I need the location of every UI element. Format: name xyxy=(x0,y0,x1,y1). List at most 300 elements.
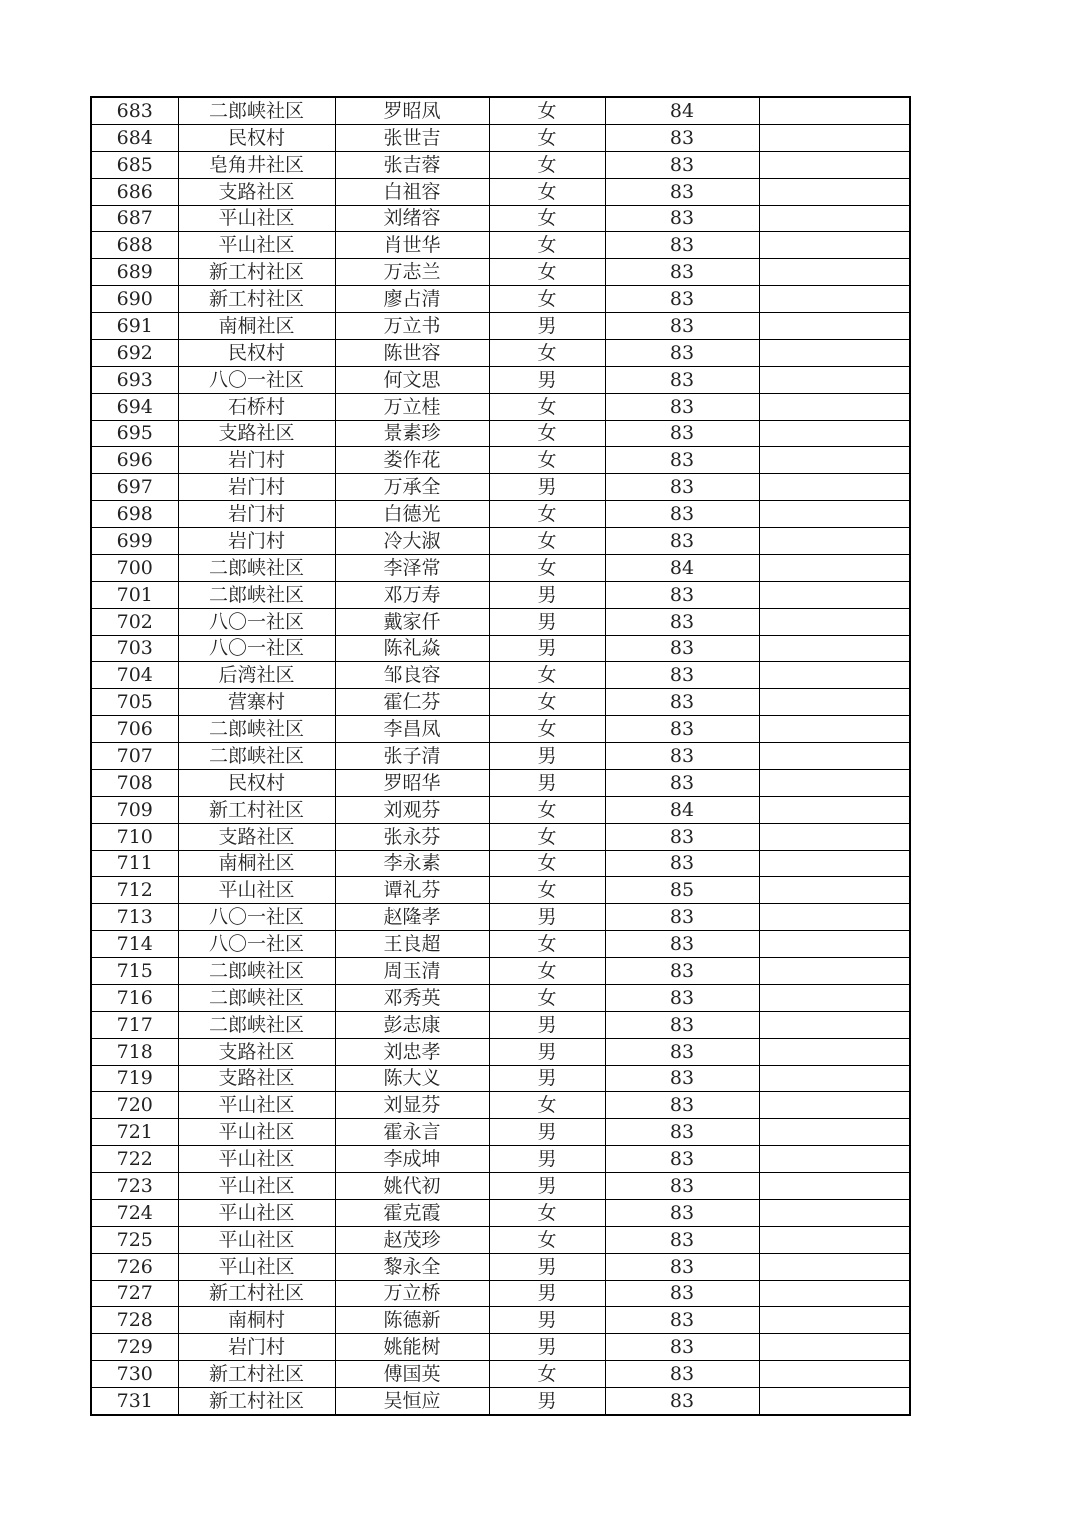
age-cell: 83 xyxy=(605,447,759,474)
age-cell: 83 xyxy=(605,366,759,393)
gender-cell: 男 xyxy=(489,1307,605,1334)
gender-cell: 男 xyxy=(489,1388,605,1415)
row-number-cell: 715 xyxy=(91,958,178,985)
gender-cell: 男 xyxy=(489,366,605,393)
name-cell: 李昌凤 xyxy=(335,716,489,743)
name-cell: 李成坤 xyxy=(335,1146,489,1173)
remark-cell xyxy=(759,1146,910,1173)
age-cell: 83 xyxy=(605,1253,759,1280)
gender-cell: 男 xyxy=(489,1173,605,1200)
name-cell: 霍永言 xyxy=(335,1119,489,1146)
remark-cell xyxy=(759,1119,910,1146)
community-cell: 民权村 xyxy=(178,124,335,151)
remark-cell xyxy=(759,823,910,850)
name-cell: 陈大义 xyxy=(335,1065,489,1092)
row-number-cell: 704 xyxy=(91,662,178,689)
community-cell: 新工村社区 xyxy=(178,796,335,823)
name-cell: 何文思 xyxy=(335,366,489,393)
name-cell: 刘观芬 xyxy=(335,796,489,823)
name-cell: 王良超 xyxy=(335,931,489,958)
community-cell: 平山社区 xyxy=(178,1146,335,1173)
age-cell: 83 xyxy=(605,286,759,313)
community-cell: 八〇一社区 xyxy=(178,635,335,662)
age-cell: 83 xyxy=(605,232,759,259)
table-row xyxy=(91,877,910,904)
community-cell: 平山社区 xyxy=(178,1092,335,1119)
age-cell: 83 xyxy=(605,1119,759,1146)
gender-cell: 女 xyxy=(489,232,605,259)
community-cell: 南桐社区 xyxy=(178,313,335,340)
community-cell: 二郎峡社区 xyxy=(178,984,335,1011)
row-number-cell: 712 xyxy=(91,877,178,904)
age-cell: 84 xyxy=(605,796,759,823)
age-cell: 83 xyxy=(605,1011,759,1038)
community-cell: 平山社区 xyxy=(178,1253,335,1280)
community-cell: 八〇一社区 xyxy=(178,366,335,393)
age-cell: 83 xyxy=(605,1361,759,1388)
gender-cell: 女 xyxy=(489,850,605,877)
row-number-cell: 710 xyxy=(91,823,178,850)
table-row xyxy=(91,528,910,555)
remark-cell xyxy=(759,232,910,259)
remark-cell xyxy=(759,958,910,985)
table-row xyxy=(91,635,910,662)
name-cell: 廖占清 xyxy=(335,286,489,313)
table-row xyxy=(91,581,910,608)
row-number-cell: 730 xyxy=(91,1361,178,1388)
row-number-cell: 709 xyxy=(91,796,178,823)
table-row xyxy=(91,1334,910,1361)
row-number-cell: 729 xyxy=(91,1334,178,1361)
remark-cell xyxy=(759,474,910,501)
age-cell: 83 xyxy=(605,743,759,770)
age-cell: 83 xyxy=(605,339,759,366)
row-number-cell: 708 xyxy=(91,769,178,796)
table-row xyxy=(91,501,910,528)
remark-cell xyxy=(759,1361,910,1388)
table-row xyxy=(91,474,910,501)
remark-cell xyxy=(759,1253,910,1280)
remark-cell xyxy=(759,313,910,340)
age-cell: 83 xyxy=(605,151,759,178)
age-cell: 83 xyxy=(605,958,759,985)
gender-cell: 女 xyxy=(489,447,605,474)
gender-cell: 女 xyxy=(489,259,605,286)
table-row xyxy=(91,904,910,931)
name-cell: 景素珍 xyxy=(335,420,489,447)
name-cell: 周玉清 xyxy=(335,958,489,985)
gender-cell: 女 xyxy=(489,1092,605,1119)
gender-cell: 女 xyxy=(489,1199,605,1226)
row-number-cell: 703 xyxy=(91,635,178,662)
table-row xyxy=(91,689,910,716)
community-cell: 新工村社区 xyxy=(178,259,335,286)
community-cell: 新工村社区 xyxy=(178,1280,335,1307)
row-number-cell: 690 xyxy=(91,286,178,313)
age-cell: 83 xyxy=(605,1038,759,1065)
remark-cell xyxy=(759,662,910,689)
table-row xyxy=(91,286,910,313)
gender-cell: 男 xyxy=(489,581,605,608)
table-row xyxy=(91,97,910,124)
data-table xyxy=(90,96,911,1416)
community-cell: 平山社区 xyxy=(178,1173,335,1200)
row-number-cell: 720 xyxy=(91,1092,178,1119)
name-cell: 陈礼焱 xyxy=(335,635,489,662)
age-cell: 83 xyxy=(605,1280,759,1307)
table-row xyxy=(91,1146,910,1173)
row-number-cell: 721 xyxy=(91,1119,178,1146)
community-cell: 八〇一社区 xyxy=(178,608,335,635)
remark-cell xyxy=(759,554,910,581)
age-cell: 83 xyxy=(605,393,759,420)
age-cell: 84 xyxy=(605,97,759,124)
row-number-cell: 723 xyxy=(91,1173,178,1200)
community-cell: 新工村社区 xyxy=(178,1361,335,1388)
name-cell: 彭志康 xyxy=(335,1011,489,1038)
table-row xyxy=(91,743,910,770)
row-number-cell: 697 xyxy=(91,474,178,501)
remark-cell xyxy=(759,931,910,958)
remark-cell xyxy=(759,581,910,608)
name-cell: 万承全 xyxy=(335,474,489,501)
gender-cell: 女 xyxy=(489,528,605,555)
remark-cell xyxy=(759,743,910,770)
age-cell: 83 xyxy=(605,1388,759,1415)
name-cell: 姚代初 xyxy=(335,1173,489,1200)
age-cell: 83 xyxy=(605,474,759,501)
gender-cell: 男 xyxy=(489,474,605,501)
table-row xyxy=(91,1173,910,1200)
name-cell: 霍仁芬 xyxy=(335,689,489,716)
name-cell: 黎永全 xyxy=(335,1253,489,1280)
name-cell: 张子清 xyxy=(335,743,489,770)
gender-cell: 女 xyxy=(489,796,605,823)
table-row xyxy=(91,984,910,1011)
gender-cell: 男 xyxy=(489,313,605,340)
row-number-cell: 728 xyxy=(91,1307,178,1334)
name-cell: 万志兰 xyxy=(335,259,489,286)
row-number-cell: 706 xyxy=(91,716,178,743)
table-row xyxy=(91,931,910,958)
age-cell: 83 xyxy=(605,850,759,877)
row-number-cell: 694 xyxy=(91,393,178,420)
gender-cell: 男 xyxy=(489,904,605,931)
row-number-cell: 695 xyxy=(91,420,178,447)
age-cell: 83 xyxy=(605,1226,759,1253)
name-cell: 吴恒应 xyxy=(335,1388,489,1415)
gender-cell: 女 xyxy=(489,877,605,904)
table-row xyxy=(91,1199,910,1226)
name-cell: 万立桥 xyxy=(335,1280,489,1307)
remark-cell xyxy=(759,1280,910,1307)
age-cell: 83 xyxy=(605,501,759,528)
remark-cell xyxy=(759,259,910,286)
community-cell: 岩门村 xyxy=(178,501,335,528)
remark-cell xyxy=(759,97,910,124)
age-cell: 83 xyxy=(605,178,759,205)
gender-cell: 女 xyxy=(489,554,605,581)
remark-cell xyxy=(759,286,910,313)
age-cell: 84 xyxy=(605,554,759,581)
row-number-cell: 700 xyxy=(91,554,178,581)
remark-cell xyxy=(759,178,910,205)
remark-cell xyxy=(759,366,910,393)
row-number-cell: 691 xyxy=(91,313,178,340)
name-cell: 白德光 xyxy=(335,501,489,528)
name-cell: 李泽常 xyxy=(335,554,489,581)
name-cell: 罗昭华 xyxy=(335,769,489,796)
table-row xyxy=(91,178,910,205)
gender-cell: 女 xyxy=(489,984,605,1011)
table-row xyxy=(91,1011,910,1038)
gender-cell: 男 xyxy=(489,635,605,662)
row-number-cell: 717 xyxy=(91,1011,178,1038)
remark-cell xyxy=(759,984,910,1011)
community-cell: 石桥村 xyxy=(178,393,335,420)
name-cell: 谭礼芬 xyxy=(335,877,489,904)
remark-cell xyxy=(759,501,910,528)
table-row xyxy=(91,1119,910,1146)
row-number-cell: 719 xyxy=(91,1065,178,1092)
row-number-cell: 687 xyxy=(91,205,178,232)
gender-cell: 女 xyxy=(489,286,605,313)
gender-cell: 女 xyxy=(489,823,605,850)
remark-cell xyxy=(759,635,910,662)
community-cell: 南桐村 xyxy=(178,1307,335,1334)
table-row xyxy=(91,796,910,823)
name-cell: 张永芬 xyxy=(335,823,489,850)
gender-cell: 男 xyxy=(489,1011,605,1038)
table-row xyxy=(91,1307,910,1334)
table-row xyxy=(91,151,910,178)
community-cell: 二郎峡社区 xyxy=(178,716,335,743)
community-cell: 营寨村 xyxy=(178,689,335,716)
community-cell: 二郎峡社区 xyxy=(178,581,335,608)
remark-cell xyxy=(759,1388,910,1415)
community-cell: 支路社区 xyxy=(178,823,335,850)
remark-cell xyxy=(759,796,910,823)
row-number-cell: 713 xyxy=(91,904,178,931)
table-row xyxy=(91,259,910,286)
age-cell: 83 xyxy=(605,1173,759,1200)
age-cell: 83 xyxy=(605,259,759,286)
row-number-cell: 726 xyxy=(91,1253,178,1280)
table-row xyxy=(91,958,910,985)
name-cell: 万立桂 xyxy=(335,393,489,420)
age-cell: 83 xyxy=(605,716,759,743)
name-cell: 张吉蓉 xyxy=(335,151,489,178)
remark-cell xyxy=(759,769,910,796)
age-cell: 83 xyxy=(605,1092,759,1119)
remark-cell xyxy=(759,1065,910,1092)
age-cell: 83 xyxy=(605,205,759,232)
community-cell: 平山社区 xyxy=(178,877,335,904)
name-cell: 罗昭凤 xyxy=(335,97,489,124)
table-row xyxy=(91,1038,910,1065)
gender-cell: 女 xyxy=(489,393,605,420)
community-cell: 岩门村 xyxy=(178,528,335,555)
community-cell: 平山社区 xyxy=(178,1119,335,1146)
gender-cell: 女 xyxy=(489,931,605,958)
table-row xyxy=(91,1388,910,1415)
remark-cell xyxy=(759,339,910,366)
remark-cell xyxy=(759,1092,910,1119)
row-number-cell: 705 xyxy=(91,689,178,716)
age-cell: 83 xyxy=(605,420,759,447)
gender-cell: 女 xyxy=(489,716,605,743)
row-number-cell: 725 xyxy=(91,1226,178,1253)
community-cell: 平山社区 xyxy=(178,1226,335,1253)
remark-cell xyxy=(759,1307,910,1334)
gender-cell: 女 xyxy=(489,339,605,366)
gender-cell: 男 xyxy=(489,743,605,770)
gender-cell: 男 xyxy=(489,1065,605,1092)
name-cell: 万立书 xyxy=(335,313,489,340)
table-row xyxy=(91,420,910,447)
table-row xyxy=(91,313,910,340)
name-cell: 傅国英 xyxy=(335,1361,489,1388)
row-number-cell: 692 xyxy=(91,339,178,366)
name-cell: 张世吉 xyxy=(335,124,489,151)
age-cell: 83 xyxy=(605,1199,759,1226)
name-cell: 李永素 xyxy=(335,850,489,877)
row-number-cell: 716 xyxy=(91,984,178,1011)
table-row xyxy=(91,205,910,232)
gender-cell: 女 xyxy=(489,205,605,232)
table-row xyxy=(91,608,910,635)
remark-cell xyxy=(759,850,910,877)
row-number-cell: 693 xyxy=(91,366,178,393)
age-cell: 83 xyxy=(605,984,759,1011)
name-cell: 陈世容 xyxy=(335,339,489,366)
age-cell: 83 xyxy=(605,689,759,716)
gender-cell: 女 xyxy=(489,178,605,205)
table-row xyxy=(91,1280,910,1307)
community-cell: 二郎峡社区 xyxy=(178,1011,335,1038)
remark-cell xyxy=(759,689,910,716)
gender-cell: 男 xyxy=(489,1334,605,1361)
community-cell: 平山社区 xyxy=(178,205,335,232)
gender-cell: 男 xyxy=(489,1280,605,1307)
table-row xyxy=(91,447,910,474)
gender-cell: 女 xyxy=(489,151,605,178)
community-cell: 二郎峡社区 xyxy=(178,743,335,770)
community-cell: 岩门村 xyxy=(178,1334,335,1361)
name-cell: 刘显芬 xyxy=(335,1092,489,1119)
age-cell: 83 xyxy=(605,904,759,931)
remark-cell xyxy=(759,1334,910,1361)
age-cell: 83 xyxy=(605,581,759,608)
gender-cell: 女 xyxy=(489,420,605,447)
name-cell: 赵茂珍 xyxy=(335,1226,489,1253)
gender-cell: 女 xyxy=(489,1226,605,1253)
community-cell: 岩门村 xyxy=(178,447,335,474)
name-cell: 冷大淑 xyxy=(335,528,489,555)
gender-cell: 男 xyxy=(489,608,605,635)
name-cell: 戴家仟 xyxy=(335,608,489,635)
gender-cell: 男 xyxy=(489,1119,605,1146)
gender-cell: 男 xyxy=(489,1146,605,1173)
age-cell: 83 xyxy=(605,124,759,151)
age-cell: 83 xyxy=(605,1307,759,1334)
remark-cell xyxy=(759,528,910,555)
row-number-cell: 727 xyxy=(91,1280,178,1307)
age-cell: 83 xyxy=(605,1334,759,1361)
gender-cell: 女 xyxy=(489,501,605,528)
age-cell: 83 xyxy=(605,823,759,850)
row-number-cell: 707 xyxy=(91,743,178,770)
remark-cell xyxy=(759,904,910,931)
age-cell: 83 xyxy=(605,313,759,340)
row-number-cell: 714 xyxy=(91,931,178,958)
gender-cell: 男 xyxy=(489,769,605,796)
row-number-cell: 702 xyxy=(91,608,178,635)
gender-cell: 女 xyxy=(489,97,605,124)
row-number-cell: 685 xyxy=(91,151,178,178)
name-cell: 邓万寿 xyxy=(335,581,489,608)
name-cell: 刘绪容 xyxy=(335,205,489,232)
gender-cell: 女 xyxy=(489,689,605,716)
remark-cell xyxy=(759,124,910,151)
table-row xyxy=(91,1092,910,1119)
community-cell: 二郎峡社区 xyxy=(178,958,335,985)
community-cell: 平山社区 xyxy=(178,232,335,259)
table-row xyxy=(91,769,910,796)
row-number-cell: 696 xyxy=(91,447,178,474)
community-cell: 八〇一社区 xyxy=(178,904,335,931)
community-cell: 支路社区 xyxy=(178,178,335,205)
community-cell: 岩门村 xyxy=(178,474,335,501)
row-number-cell: 724 xyxy=(91,1199,178,1226)
community-cell: 后湾社区 xyxy=(178,662,335,689)
age-cell: 83 xyxy=(605,608,759,635)
table-body xyxy=(91,97,910,1415)
community-cell: 八〇一社区 xyxy=(178,931,335,958)
name-cell: 白祖容 xyxy=(335,178,489,205)
table-row xyxy=(91,366,910,393)
table-row xyxy=(91,716,910,743)
remark-cell xyxy=(759,1173,910,1200)
row-number-cell: 684 xyxy=(91,124,178,151)
name-cell: 姚能树 xyxy=(335,1334,489,1361)
name-cell: 肖世华 xyxy=(335,232,489,259)
row-number-cell: 731 xyxy=(91,1388,178,1415)
table-row xyxy=(91,124,910,151)
remark-cell xyxy=(759,393,910,420)
row-number-cell: 718 xyxy=(91,1038,178,1065)
remark-cell xyxy=(759,1199,910,1226)
remark-cell xyxy=(759,608,910,635)
row-number-cell: 701 xyxy=(91,581,178,608)
community-cell: 支路社区 xyxy=(178,420,335,447)
table-row xyxy=(91,1065,910,1092)
gender-cell: 男 xyxy=(489,1253,605,1280)
table-row xyxy=(91,554,910,581)
table-row xyxy=(91,850,910,877)
age-cell: 85 xyxy=(605,877,759,904)
age-cell: 83 xyxy=(605,1146,759,1173)
name-cell: 邓秀英 xyxy=(335,984,489,1011)
remark-cell xyxy=(759,1038,910,1065)
name-cell: 陈德新 xyxy=(335,1307,489,1334)
community-cell: 平山社区 xyxy=(178,1199,335,1226)
community-cell: 新工村社区 xyxy=(178,286,335,313)
name-cell: 刘忠孝 xyxy=(335,1038,489,1065)
community-cell: 二郎峡社区 xyxy=(178,554,335,581)
name-cell: 娄作花 xyxy=(335,447,489,474)
row-number-cell: 683 xyxy=(91,97,178,124)
